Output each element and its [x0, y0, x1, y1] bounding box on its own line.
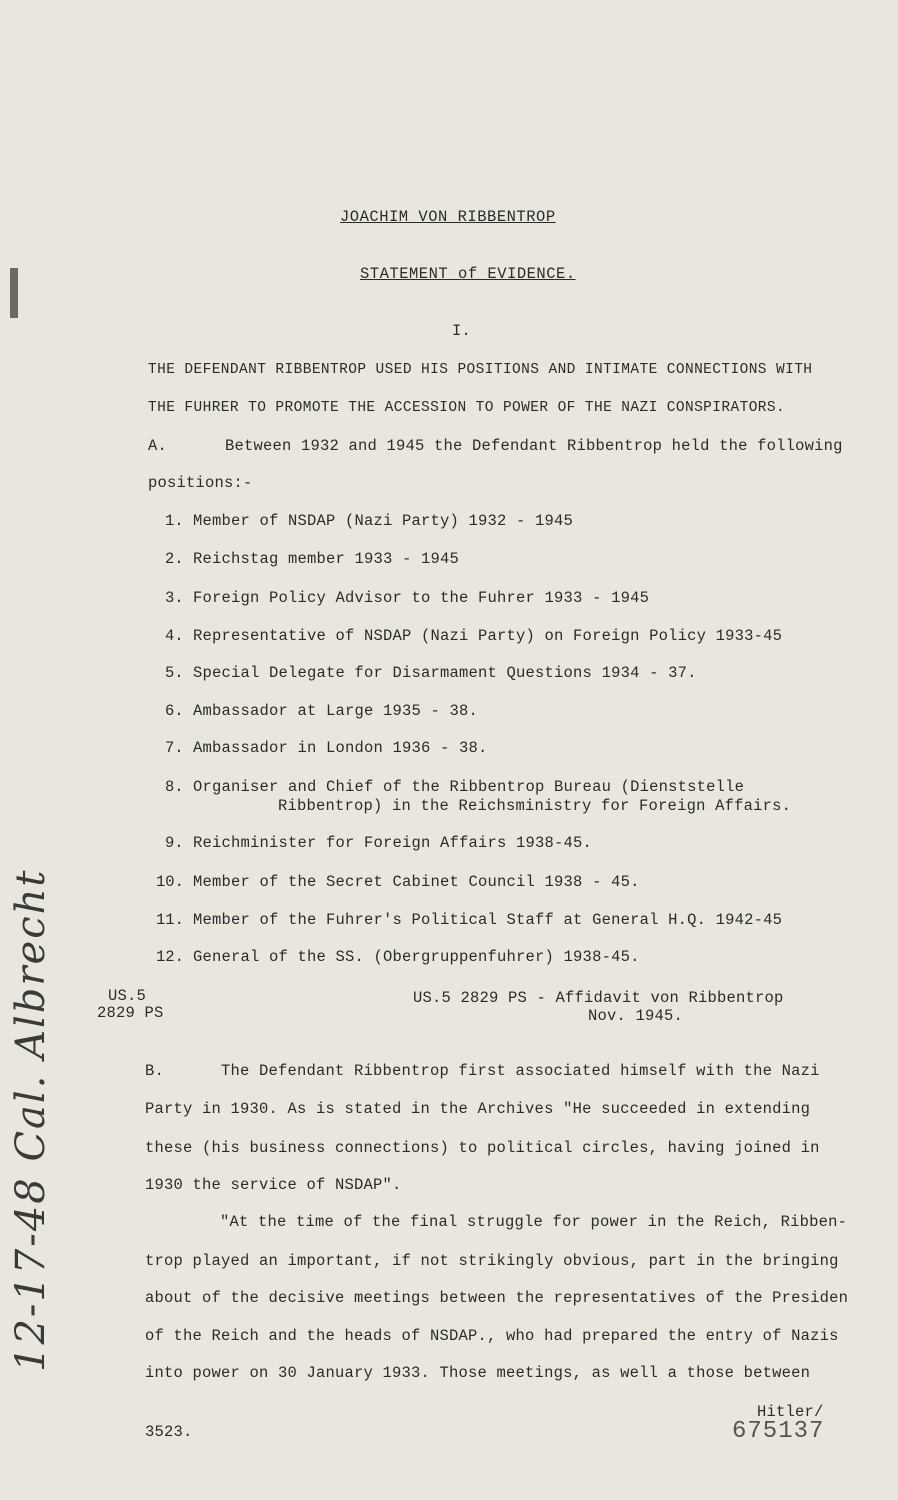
heading-line-2: THE FUHRER TO PROMOTE THE ACCESSION TO POWER OF THE NAZI CONSPIRATORS.	[148, 400, 786, 416]
quote-line: trop played an important, if not strikingly obvious, part in the bringing	[145, 1252, 839, 1270]
position-number: 12.	[156, 948, 184, 966]
position-text: Reichstag member 1933 - 1945	[193, 550, 460, 568]
position-text: Organiser and Chief of the Ribbentrop Bureau (Dienststelle	[193, 778, 745, 796]
position-text: Ambassador in London 1936 - 38.	[193, 739, 488, 757]
reference-right-line-1: US.5 2829 PS - Affidavit von Ribbentrop	[413, 989, 784, 1007]
position-text: General of the SS. (Obergruppenfuhrer) 1938-45.	[193, 948, 640, 966]
position-text: Member of the Secret Cabinet Council 1938 - 45.	[193, 873, 640, 891]
document-stamp-number: 675137	[732, 1418, 825, 1445]
position-text: Member of NSDAP (Nazi Party) 1932 - 1945	[193, 512, 574, 530]
position-number: 8.	[165, 778, 184, 796]
section-a-label: A.	[148, 437, 168, 455]
position-number: 1.	[165, 512, 184, 530]
continuation-word: Hitler/	[757, 1403, 824, 1421]
position-number: 4.	[165, 627, 184, 645]
heading-line-1: THE DEFENDANT RIBBENTROP USED HIS POSITIONS AND INTIMATE CONNECTIONS WITH	[148, 362, 813, 378]
position-text: Foreign Policy Advisor to the Fuhrer 1933 - 1945	[193, 589, 650, 607]
position-number: 11.	[156, 911, 184, 929]
position-number: 5.	[165, 664, 184, 682]
reference-left-line-2: 2829 PS	[97, 1004, 164, 1022]
section-b-label: B.	[145, 1062, 165, 1080]
document-subtitle: STATEMENT of EVIDENCE.	[360, 265, 576, 283]
quote-line: about of the decisive meetings between the representatives of the Presiden	[145, 1289, 849, 1307]
section-a-line-2: positions:-	[148, 474, 253, 492]
handwritten-margin-note: 12-17-48 Cal. Albrecht	[8, 868, 54, 1372]
position-text-continued: Ribbentrop) in the Reichsministry for Foreign Affairs.	[278, 797, 792, 815]
position-text: Ambassador at Large 1935 - 38.	[193, 702, 479, 720]
quote-line: of the Reich and the heads of NSDAP., who had prepared the entry of Nazis	[145, 1327, 839, 1345]
position-text: Reichminister for Foreign Affairs 1938-45.	[193, 834, 593, 852]
position-number: 7.	[165, 739, 184, 757]
section-b-line: Party in 1930. As is stated in the Archives "He succeeded in extending	[145, 1100, 811, 1118]
section-b-line: these (his business connections) to political circles, having joined in	[145, 1139, 820, 1157]
quote-line: "At the time of the final struggle for power in the Reich, Ribben-	[220, 1213, 848, 1231]
position-text: Member of the Fuhrer's Political Staff at General H.Q. 1942-45	[193, 911, 783, 929]
position-number: 3.	[165, 589, 184, 607]
binding-mark	[10, 268, 18, 318]
reference-right-line-2: Nov. 1945.	[588, 1007, 684, 1025]
position-number: 10.	[156, 873, 184, 891]
reference-left-line-1: US.5	[108, 987, 147, 1005]
position-number: 6.	[165, 702, 184, 720]
document-name: JOACHIM VON RIBBENTROP	[340, 208, 556, 226]
section-a-line-1: Between 1932 and 1945 the Defendant Ribbentrop held the following	[225, 437, 843, 455]
section-b-line: The Defendant Ribbentrop first associated himself with the Nazi	[221, 1062, 820, 1080]
position-number: 2.	[165, 550, 184, 568]
section-number: I.	[452, 322, 472, 340]
section-b-line: 1930 the service of NSDAP".	[145, 1176, 402, 1194]
page-reference: 3523.	[145, 1423, 193, 1441]
position-number: 9.	[165, 834, 184, 852]
position-text: Representative of NSDAP (Nazi Party) on Foreign Policy 1933-45	[193, 627, 783, 645]
quote-line: into power on 30 January 1933. Those meetings, as well a those between	[145, 1364, 811, 1382]
position-text: Special Delegate for Disarmament Questions 1934 - 37.	[193, 664, 697, 682]
